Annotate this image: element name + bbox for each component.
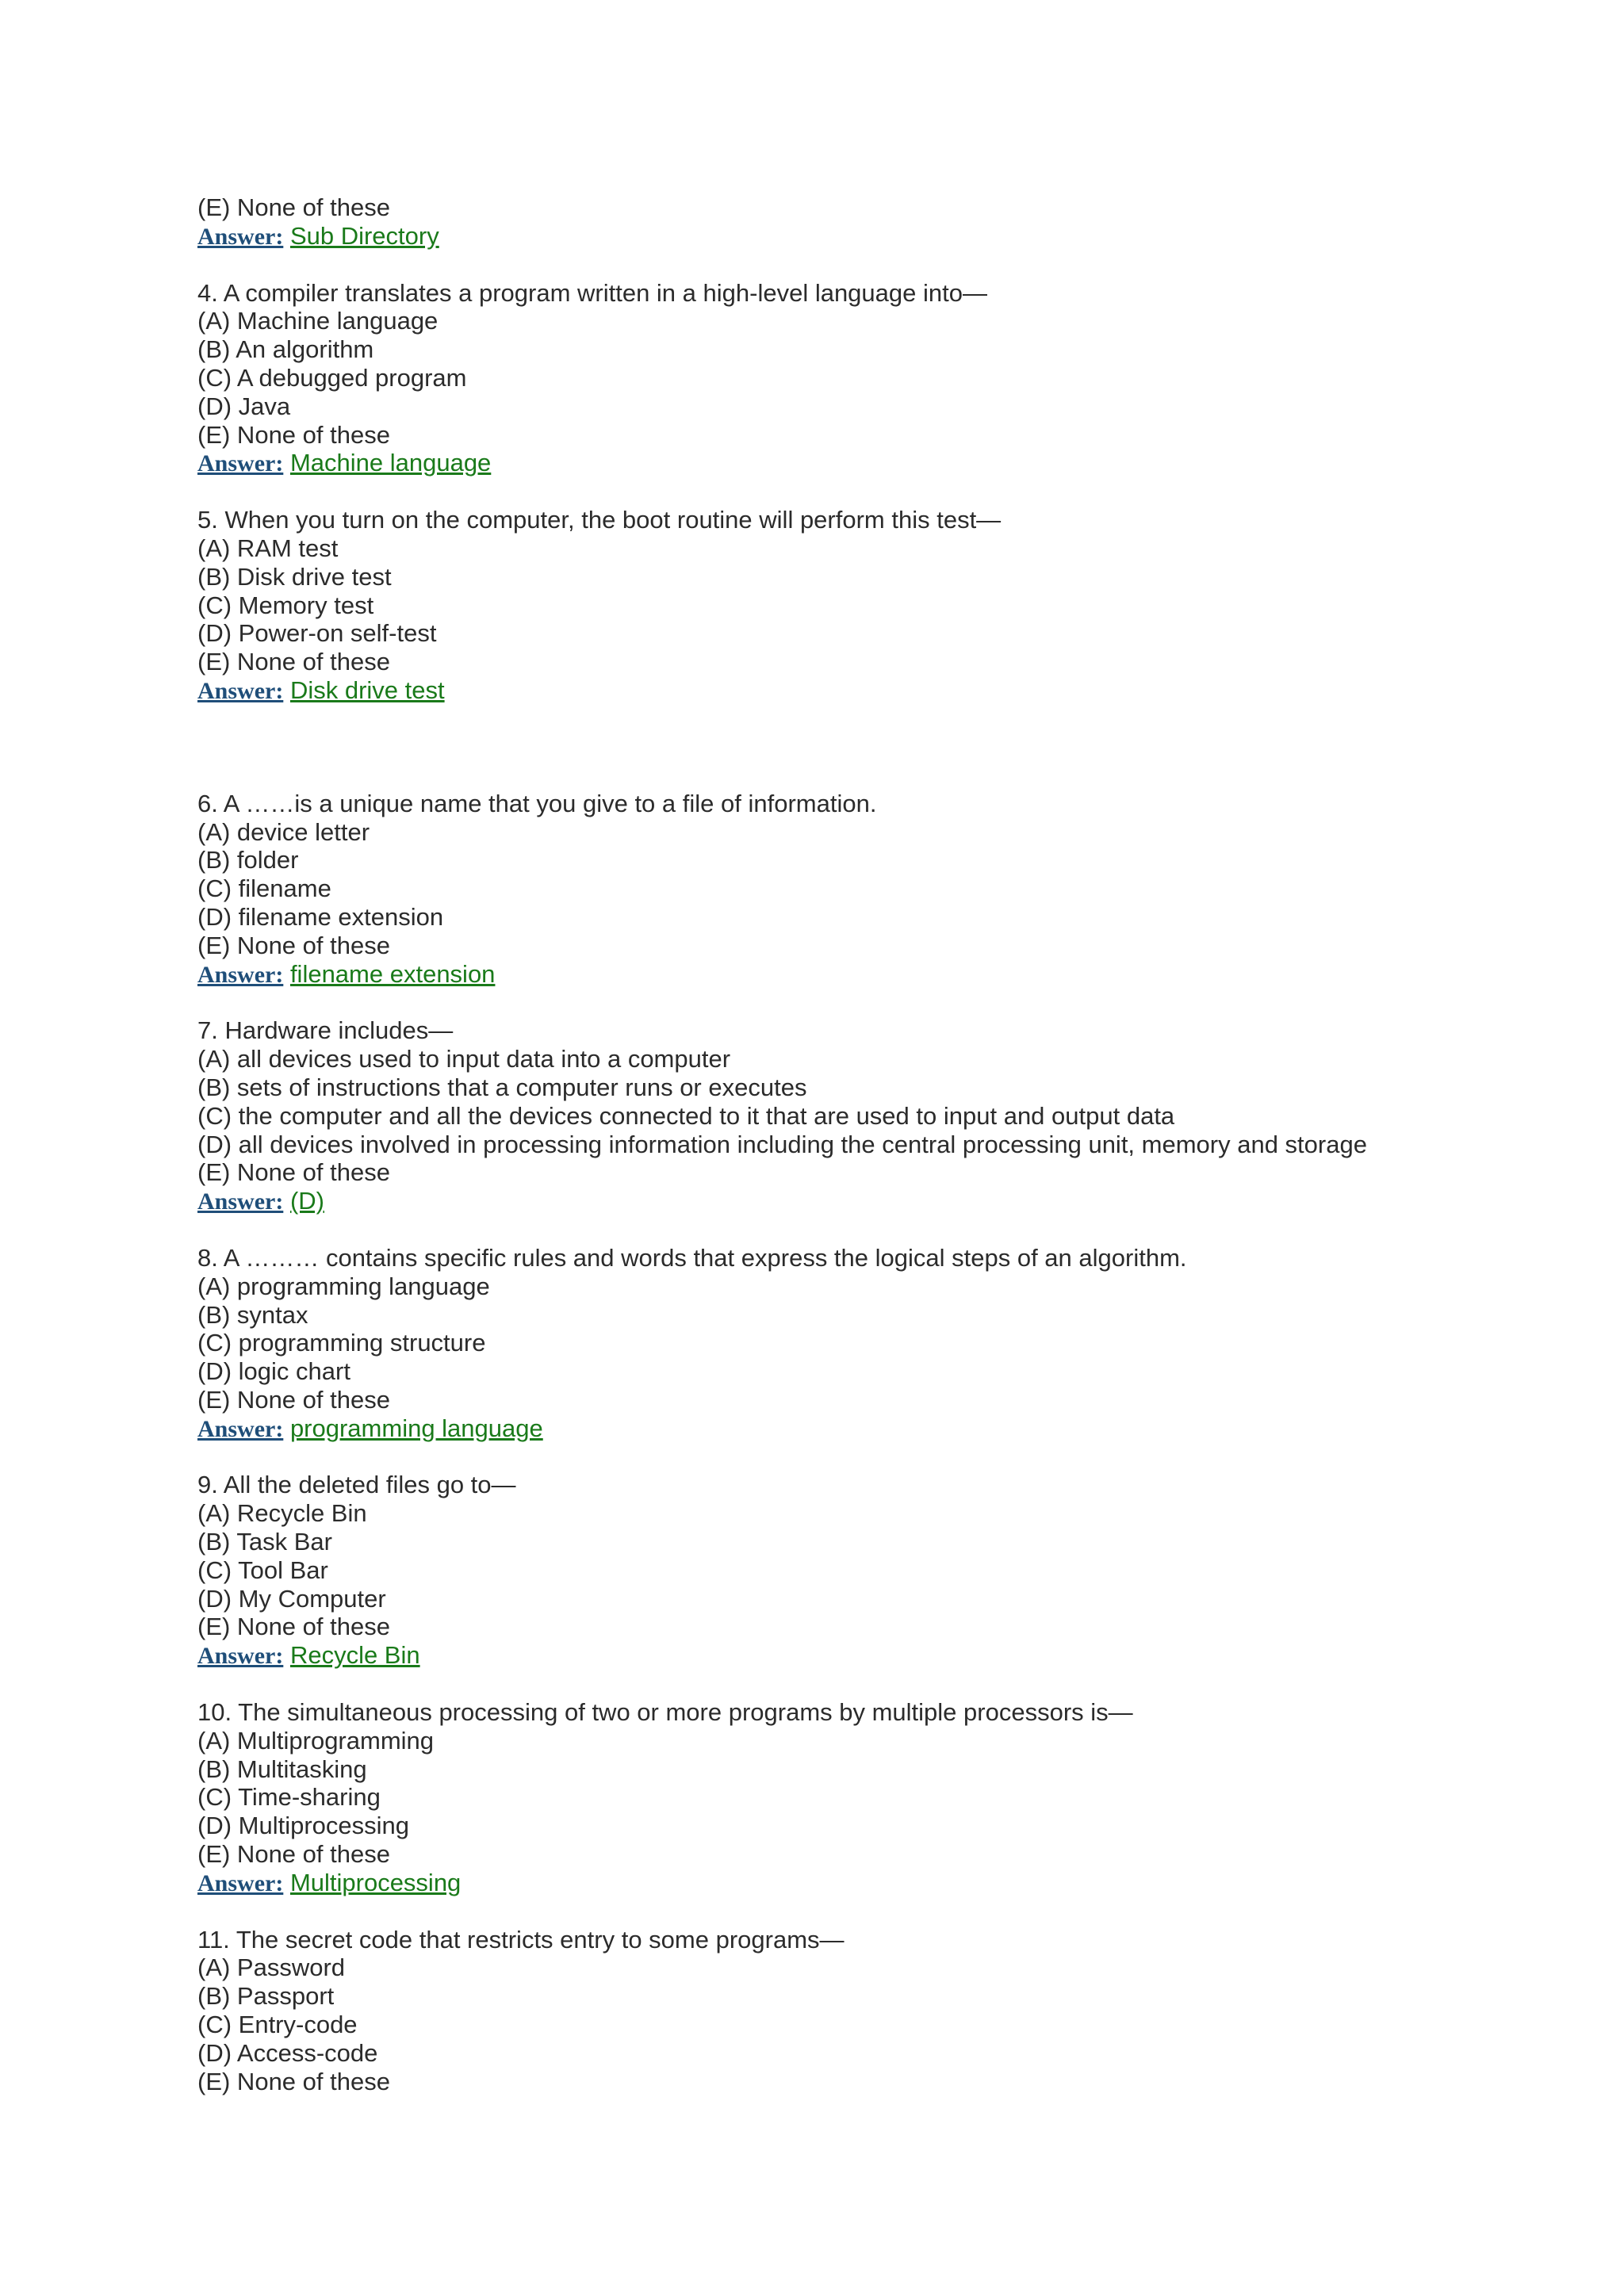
answer-value[interactable]: (D) [289, 1187, 324, 1215]
question-block-7 [197, 1016, 1593, 1216]
option-d: (D) Access-code [197, 2038, 378, 2067]
option-a: (A) RAM test [197, 534, 339, 562]
option-b: (B) Multitasking [197, 1755, 367, 1783]
question-block-10 [197, 1698, 1593, 1898]
option-a: (A) Multiprogramming [197, 1726, 435, 1755]
option-e: (E) None of these [197, 1158, 390, 1187]
option-a: (A) Password [197, 1954, 346, 1982]
option-d: (D) filename extension [197, 902, 444, 931]
option-c: (C) filename [197, 874, 331, 903]
option-e: (E) None of these [197, 931, 390, 959]
option-b: (B) Task Bar [197, 1528, 332, 1556]
question-text: 11. The secret code that restricts entry to some programs— [197, 1925, 845, 1954]
option-a: (A) all devices used to input data into a computer [197, 1045, 731, 1073]
answer-line [197, 676, 1593, 706]
question-block-4 [197, 279, 1593, 479]
option-d: (D) logic chart [197, 1357, 350, 1386]
answer-line [197, 960, 1593, 989]
option-e: (E) None of these [197, 2067, 390, 2095]
question-text: 7. Hardware includes— [197, 1016, 454, 1045]
answer-value[interactable]: Multiprocessing [289, 1868, 462, 1896]
answer-label: Answer: [197, 1415, 284, 1442]
option-e: (E) None of these [197, 648, 390, 676]
option-a: (A) Machine language [197, 307, 439, 335]
question-block-3 [197, 193, 1593, 251]
question-text: 4. A compiler translates a program written in a high-level language into— [197, 278, 987, 307]
answer-value[interactable]: Disk drive test [289, 675, 445, 704]
option-e: (E) None of these [197, 1385, 390, 1414]
option-c: (C) Memory test [197, 591, 374, 619]
answer-line [197, 1641, 1593, 1670]
option-b: (B) sets of instructions that a computer runs or executes [197, 1073, 807, 1101]
answer-value[interactable]: Machine language [289, 449, 492, 477]
option-b: (B) Passport [197, 1982, 335, 2011]
option-a: (A) device letter [197, 817, 370, 846]
option-e: (E) None of these [197, 1613, 390, 1641]
option-c: (C) A debugged program [197, 363, 467, 392]
answer-value[interactable]: filename extension [289, 959, 496, 988]
answer-label: Answer: [197, 450, 284, 477]
option-c: (C) programming structure [197, 1329, 486, 1357]
question-text: 10. The simultaneous processing of two or more programs by multiple processors is— [197, 1698, 1133, 1727]
question-block-6 [197, 790, 1593, 989]
answer-line [197, 1187, 1593, 1216]
answer-label: Answer: [197, 1643, 284, 1670]
question-text: 6. A ……is a unique name that you give to a file of information. [197, 789, 877, 817]
option-d: (D) Power-on self-test [197, 619, 437, 648]
option-e: (E) None of these [197, 1840, 390, 1869]
question-block-5 [197, 506, 1593, 706]
option-d: (D) My Computer [197, 1584, 386, 1613]
option-b: (B) An algorithm [197, 335, 374, 364]
option-b: (B) folder [197, 846, 299, 874]
question-text: 8. A ……… contains specific rules and words that express the logical steps of an algorithm. [197, 1243, 1187, 1272]
answer-label: Answer: [197, 1188, 284, 1215]
question-block-8 [197, 1244, 1593, 1444]
answer-line [197, 449, 1593, 478]
option-d: (D) Multiprocessing [197, 1812, 410, 1840]
question-text: 5. When you turn on the computer, the boot routine will perform this test— [197, 506, 1002, 534]
question-text: 9. All the deleted files go to— [197, 1471, 516, 1499]
answer-value[interactable]: Sub Directory [289, 221, 439, 250]
option-a: (A) Recycle Bin [197, 1499, 367, 1528]
answer-label: Answer: [197, 961, 284, 988]
question-block-11 [197, 1926, 1593, 2096]
answer-value[interactable]: Recycle Bin [289, 1641, 420, 1670]
answer-line [197, 1414, 1593, 1444]
option-c: (C) Time-sharing [197, 1783, 381, 1812]
answer-line [197, 1869, 1593, 1898]
mcq-document [197, 193, 1593, 2095]
option-d: (D) Java [197, 392, 291, 420]
answer-line [197, 222, 1593, 251]
answer-label: Answer: [197, 223, 284, 250]
answer-label: Answer: [197, 677, 284, 704]
answer-label: Answer: [197, 1869, 284, 1896]
question-block-9 [197, 1471, 1593, 1670]
option-e: (E) None of these [197, 420, 390, 449]
option-c: (C) Tool Bar [197, 1556, 328, 1584]
option-b: (B) syntax [197, 1300, 308, 1329]
option-e: (E) None of these [197, 193, 390, 221]
option-c: (C) Entry-code [197, 2011, 358, 2039]
option-b: (B) Disk drive test [197, 562, 392, 591]
answer-value[interactable]: programming language [289, 1414, 543, 1442]
option-c: (C) the computer and all the devices connected to it that are used to input and output data [197, 1101, 1175, 1130]
option-d: (D) all devices involved in processing information including the central processing unit, memory and storage [197, 1130, 1367, 1158]
option-a: (A) programming language [197, 1272, 490, 1300]
